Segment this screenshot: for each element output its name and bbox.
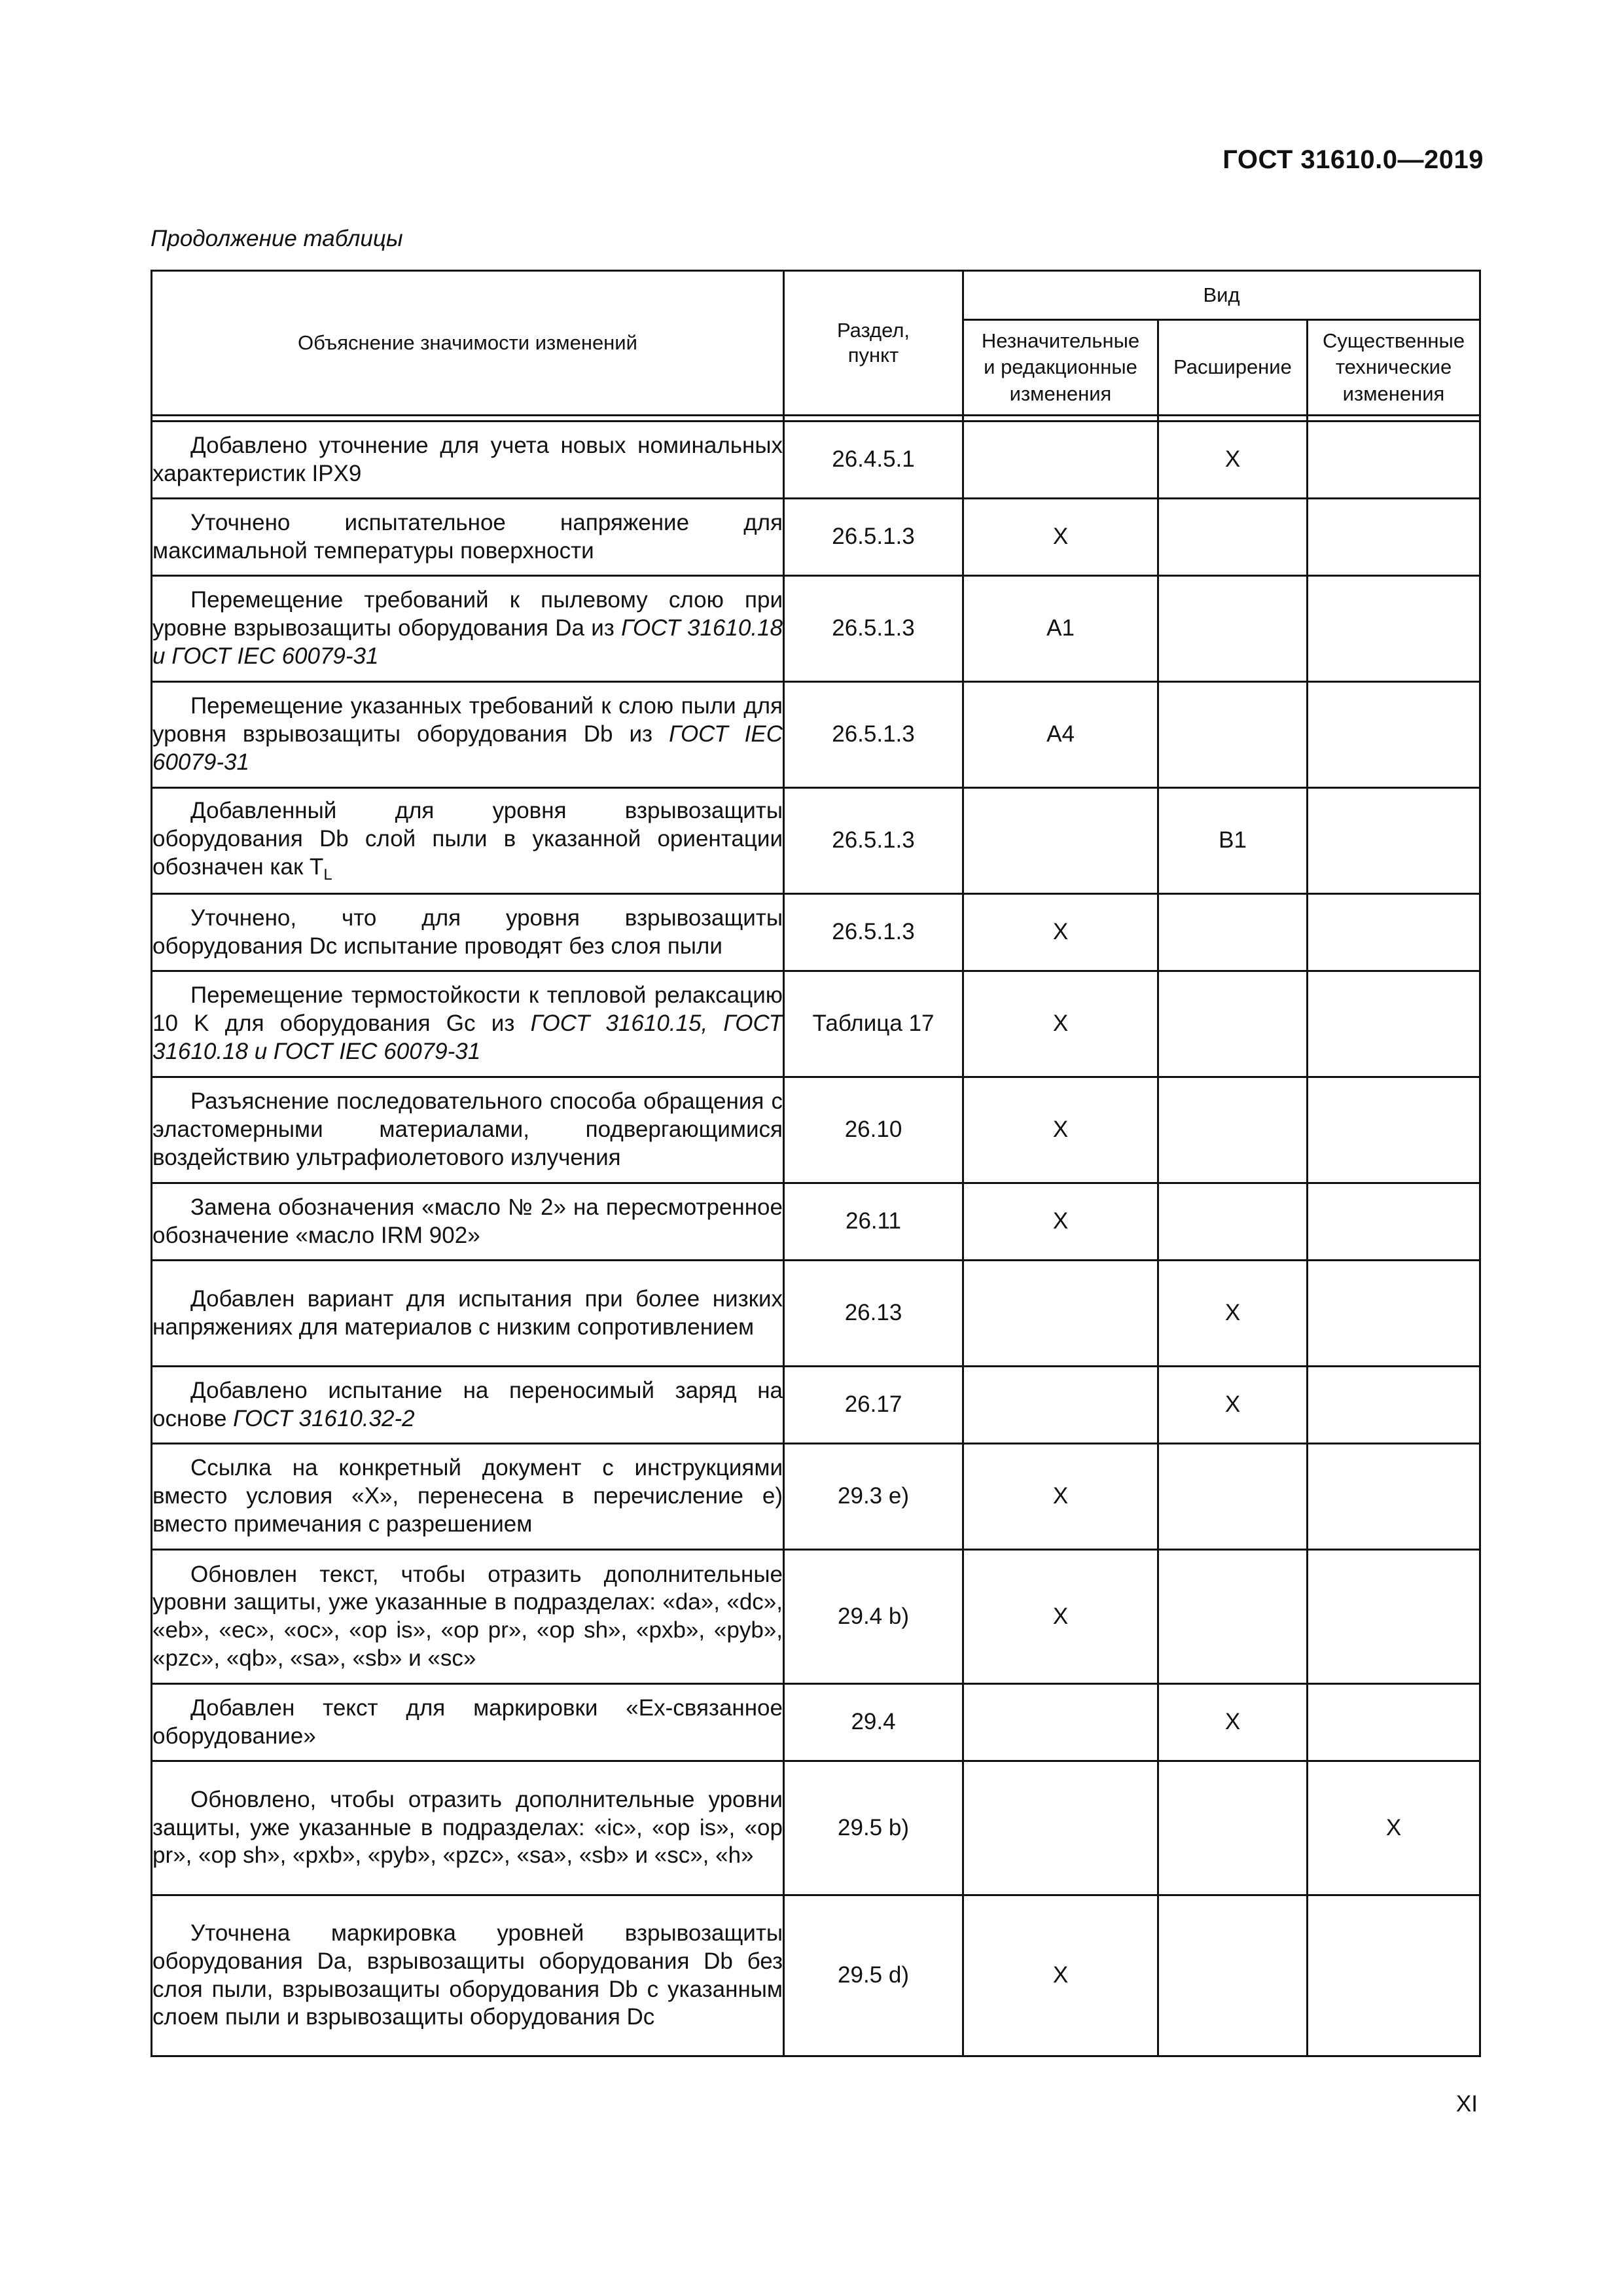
explanation-cell <box>152 788 784 894</box>
technical-change-cell <box>1308 1367 1480 1444</box>
extension-cell <box>1158 894 1308 971</box>
header-technical-line: изменения <box>1342 382 1445 405</box>
minor-change-cell: X <box>963 1077 1158 1183</box>
explanation-text: Добавлен текст для маркировки «Ex-связанное оборудование» <box>152 1695 783 1749</box>
explanation-cell <box>152 1444 784 1550</box>
header-explanation: Объяснение значимости изменений <box>152 271 784 416</box>
minor-change-cell: X <box>963 1444 1158 1550</box>
extension-cell: X <box>1158 422 1308 499</box>
table-row <box>152 682 1480 788</box>
explanation-text: Перемещение требований к пылевому слою при уровне взрывозащиты оборудования Da из <box>152 587 783 641</box>
explanation-text: Замена обозначения «масло № 2» на пересмотренное обозначение «масло IRM 902» <box>152 1194 783 1248</box>
explanation-text: Обновлено, чтобы отразить дополнительные уровни защиты, уже указанные в подразделах: «ic», «op is», «op pr», «op sh», «pxb», «pyb», «pzc», «sa», «sb» и «sc», «h» <box>152 1786 783 1869</box>
extension-cell <box>1158 1444 1308 1550</box>
minor-change-cell: X <box>963 1895 1158 2056</box>
explanation-cell <box>152 971 784 1077</box>
table-row <box>152 1183 1480 1261</box>
minor-change-cell <box>963 788 1158 894</box>
minor-change-cell: X <box>963 1550 1158 1684</box>
table-continuation-caption: Продолжение таблицы <box>151 226 403 251</box>
table-row <box>152 1684 1480 1761</box>
header-vid: Вид <box>963 271 1480 320</box>
header-section-line: пункт <box>847 344 899 367</box>
technical-change-cell <box>1308 1261 1480 1367</box>
technical-change-cell <box>1308 971 1480 1077</box>
table-row <box>152 894 1480 971</box>
minor-change-cell: A4 <box>963 682 1158 788</box>
explanation-cell <box>152 894 784 971</box>
section-cell: 26.5.1.3 <box>784 499 963 576</box>
explanation-text: Добавлено испытание на переносимый заряд на основе <box>152 1377 783 1431</box>
table-row <box>152 1895 1480 2056</box>
explanation-cell <box>152 1183 784 1261</box>
minor-change-cell <box>963 1684 1158 1761</box>
section-cell: Таблица 17 <box>784 971 963 1077</box>
extension-cell: X <box>1158 1684 1308 1761</box>
changes-table <box>151 270 1481 2057</box>
minor-change-cell <box>963 422 1158 499</box>
table-row <box>152 788 1480 894</box>
explanation-cell <box>152 682 784 788</box>
explanation-text: Разъяснение последовательного способа обращения с эластомерными материалами, подвергающимися воздействию ультрафиолетового излучения <box>152 1088 783 1170</box>
section-cell: 26.11 <box>784 1183 963 1261</box>
technical-change-cell <box>1308 1183 1480 1261</box>
section-cell: 26.13 <box>784 1261 963 1367</box>
section-cell: 26.5.1.3 <box>784 788 963 894</box>
minor-change-cell: A1 <box>963 576 1158 682</box>
explanation-cell <box>152 1895 784 2056</box>
extension-cell <box>1158 499 1308 576</box>
technical-change-cell <box>1308 788 1480 894</box>
explanation-text: Уточнено испытательное напряжение для максимальной температуры поверхности <box>152 509 783 564</box>
header-technical <box>1308 320 1480 416</box>
extension-cell <box>1158 1761 1308 1895</box>
explanation-cell <box>152 1684 784 1761</box>
explanation-text: Уточнено, что для уровня взрывозащиты оборудования Dc испытание проводят без слоя пыли <box>152 905 783 959</box>
minor-change-cell: X <box>963 1183 1158 1261</box>
explanation-cell <box>152 1550 784 1684</box>
standard-designation: ГОСТ 31610.0—2019 <box>1222 145 1484 174</box>
explanation-cell <box>152 499 784 576</box>
technical-change-cell <box>1308 422 1480 499</box>
technical-change-cell <box>1308 894 1480 971</box>
extension-cell <box>1158 971 1308 1077</box>
explanation-cell <box>152 1761 784 1895</box>
table-row <box>152 422 1480 499</box>
extension-cell <box>1158 576 1308 682</box>
section-cell: 29.5 b) <box>784 1761 963 1895</box>
technical-change-cell <box>1308 576 1480 682</box>
header-minor-line: и редакционные <box>984 355 1137 379</box>
table-row <box>152 1444 1480 1550</box>
technical-change-cell <box>1308 1444 1480 1550</box>
explanation-cell <box>152 1367 784 1444</box>
technical-change-cell <box>1308 1684 1480 1761</box>
table-row <box>152 1261 1480 1367</box>
table-row <box>152 1550 1480 1684</box>
standard-reference: ГОСТ 31610.32-2 <box>233 1405 415 1431</box>
explanation-text: Перемещение термостойкости к тепловой релаксацию 10 K для оборудования Gc из <box>152 982 783 1037</box>
header-extension: Расширение <box>1158 320 1308 416</box>
minor-change-cell <box>963 1261 1158 1367</box>
explanation-text: Добавленный для уровня взрывозащиты оборудования Db слой пыли в указанной ориентации обозначен как T <box>152 798 783 880</box>
section-cell: 26.5.1.3 <box>784 894 963 971</box>
section-cell: 29.5 d) <box>784 1895 963 2056</box>
minor-change-cell: X <box>963 894 1158 971</box>
extension-cell: B1 <box>1158 788 1308 894</box>
table-row <box>152 1077 1480 1183</box>
section-cell: 29.4 <box>784 1684 963 1761</box>
header-technical-line: технические <box>1335 355 1452 379</box>
technical-change-cell <box>1308 499 1480 576</box>
minor-change-cell: X <box>963 971 1158 1077</box>
extension-cell <box>1158 1077 1308 1183</box>
section-cell: 26.4.5.1 <box>784 422 963 499</box>
explanation-text: Добавлено уточнение для учета новых номинальных характеристик IPX9 <box>152 432 783 486</box>
section-cell: 26.10 <box>784 1077 963 1183</box>
table-row <box>152 576 1480 682</box>
minor-change-cell <box>963 1761 1158 1895</box>
explanation-cell <box>152 422 784 499</box>
subscript: L <box>323 865 332 884</box>
explanation-text: Перемещение указанных требований к слою пыли для уровня взрывозащиты оборудования Db из <box>152 693 783 747</box>
table-row <box>152 499 1480 576</box>
explanation-text: Ссылка на конкретный документ с инструкциями вместо условия «X», перенесена в перечисление e) вместо примечания с разрешением <box>152 1455 783 1537</box>
minor-change-cell: X <box>963 499 1158 576</box>
standard-reference: ГОСТ 31610.15, ГОСТ 31610.18 и ГОСТ IEC 60079-31 <box>152 1011 783 1064</box>
header-section-line: Раздел, <box>836 319 910 342</box>
section-cell: 26.5.1.3 <box>784 682 963 788</box>
technical-change-cell <box>1308 682 1480 788</box>
extension-cell <box>1158 682 1308 788</box>
explanation-cell <box>152 576 784 682</box>
table-row <box>152 1367 1480 1444</box>
explanation-text: Добавлен вариант для испытания при более низких напряжениях для материалов с низким сопротивлением <box>152 1285 783 1340</box>
section-cell: 29.3 e) <box>784 1444 963 1550</box>
header-minor-line: изменения <box>1009 382 1112 405</box>
technical-change-cell <box>1308 1077 1480 1183</box>
extension-cell <box>1158 1895 1308 2056</box>
header-minor <box>963 320 1158 416</box>
header-technical-line: Существенные <box>1322 329 1465 353</box>
section-cell: 26.17 <box>784 1367 963 1444</box>
section-cell: 29.4 b) <box>784 1550 963 1684</box>
table-row <box>152 1761 1480 1895</box>
header-minor-line: Незначительные <box>981 329 1140 353</box>
minor-change-cell <box>963 1367 1158 1444</box>
extension-cell: X <box>1158 1367 1308 1444</box>
technical-change-cell: X <box>1308 1761 1480 1895</box>
explanation-text: Обновлен текст, чтобы отразить дополнительные уровни защиты, уже указанные в подразделах: «da», «dc», «eb», «ec», «oc», «op is», «op pr», «op sh», «pxb», «pyb», «pzc», «qb», «sa», «sb» и «sc» <box>152 1561 783 1671</box>
explanation-cell <box>152 1261 784 1367</box>
technical-change-cell <box>1308 1550 1480 1684</box>
page-number: XI <box>1455 2091 1478 2117</box>
extension-cell <box>1158 1550 1308 1684</box>
extension-cell <box>1158 1183 1308 1261</box>
technical-change-cell <box>1308 1895 1480 2056</box>
standard-reference: ГОСТ IEC 60079-31 <box>152 721 783 775</box>
explanation-cell <box>152 1077 784 1183</box>
standard-reference: ГОСТ 31610.18 и ГОСТ IEC 60079-31 <box>152 615 783 669</box>
table-row <box>152 971 1480 1077</box>
header-section <box>784 271 963 416</box>
section-cell: 26.5.1.3 <box>784 576 963 682</box>
explanation-text: Уточнена маркировка уровней взрывозащиты оборудования Da, взрывозащиты оборудования Db без слоя пыли, взрывозащиты оборудования Db с указанным слоем пыли и взрывозащиты оборудования Dc <box>152 1920 783 2030</box>
extension-cell: X <box>1158 1261 1308 1367</box>
